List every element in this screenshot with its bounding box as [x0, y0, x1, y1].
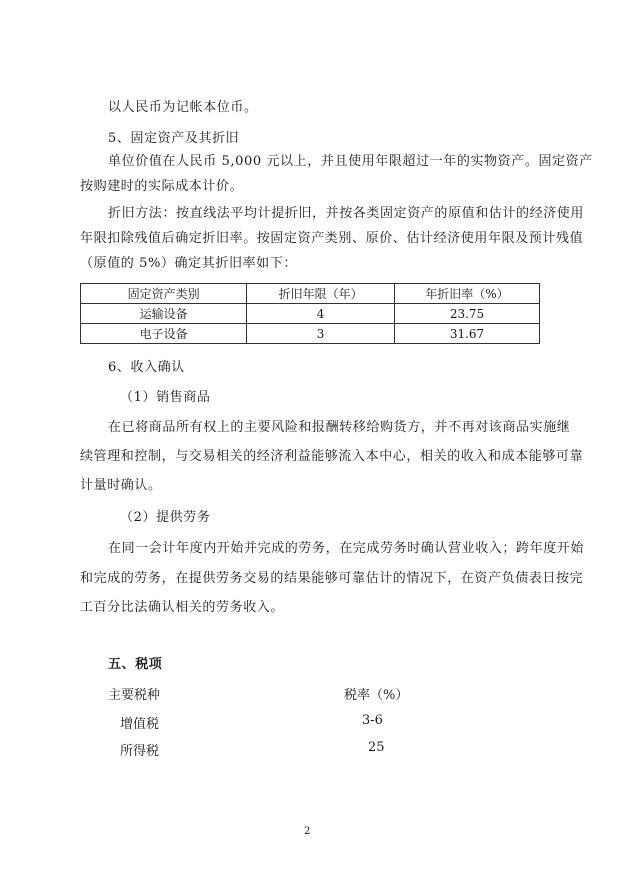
- tax-col-header-rate: 税率（%）: [344, 688, 409, 703]
- table-cell: 3: [247, 324, 395, 344]
- paragraph-sales-line3: 计量时确认。: [80, 478, 162, 493]
- section-heading-taxes: 五、税项: [108, 657, 163, 672]
- paragraph-currency: 以人民币为记帐本位币。: [108, 100, 258, 115]
- table-cell: 运输设备: [81, 304, 247, 324]
- page-number: 2: [304, 826, 311, 837]
- table-header-cell: 年折旧率（%）: [395, 284, 540, 304]
- paragraph-depreciation-line1: 折旧方法：按直线法平均计提折旧，并按各类固定资产的原值和估计的经济使用: [108, 206, 585, 221]
- tax-row-rate: 3-6: [362, 713, 383, 728]
- table-cell: 31.67: [395, 324, 540, 344]
- table-row: [81, 304, 540, 324]
- tax-row-name: 增值税: [120, 717, 160, 732]
- paragraph-fixed-assets-line2: 按购建时的实际成本计价。: [80, 179, 244, 194]
- table-header-row: [81, 284, 540, 304]
- subheading-services: （2）提供劳务: [120, 510, 211, 525]
- paragraph-sales-line1: 在已将商品所有权上的主要风险和报酬转移给购货方，并不再对该商品实施继: [108, 420, 571, 435]
- tax-col-header-type: 主要税种: [108, 688, 161, 703]
- table-cell: 电子设备: [81, 324, 247, 344]
- paragraph-services-line3: 工百分比法确认相关的劳务收入。: [80, 600, 285, 615]
- paragraph-services-line1: 在同一会计年度内开始并完成的劳务，在完成劳务时确认营业收入；跨年度开始: [108, 541, 585, 556]
- tax-row-name: 所得税: [120, 744, 160, 759]
- paragraph-depreciation-line2: 年限扣除残值后确定折旧率。按固定资产类别、原价、估计经济使用年限及预计残值: [80, 231, 584, 246]
- table-cell: 4: [247, 304, 395, 324]
- table-header-cell: 固定资产类别: [81, 284, 247, 304]
- section-heading-revenue: 6、收入确认: [108, 360, 185, 375]
- paragraph-fixed-assets-line1: 单位价值在人民币 5,000 元以上，并且使用年限超过一年的实物资产。固定资产: [108, 154, 593, 169]
- tax-row-rate: 25: [368, 740, 385, 755]
- paragraph-services-line2: 和完成的劳务，在提供劳务交易的结果能够可靠估计的情况下，在资产负债表日按完: [80, 571, 584, 586]
- paragraph-sales-line2: 续管理和控制，与交易相关的经济利益能够流入本中心，相关的收入和成本能够可靠: [80, 449, 584, 464]
- section-heading-fixed-assets: 5、固定资产及其折旧: [108, 131, 240, 146]
- depreciation-table: [80, 283, 540, 344]
- table-header-cell: 折旧年限（年）: [247, 284, 395, 304]
- paragraph-depreciation-line3: （原值的 5%）确定其折旧率如下：: [80, 256, 297, 271]
- table-row: [81, 324, 540, 344]
- subheading-sales: （1）销售商品: [120, 390, 211, 405]
- table-cell: 23.75: [395, 304, 540, 324]
